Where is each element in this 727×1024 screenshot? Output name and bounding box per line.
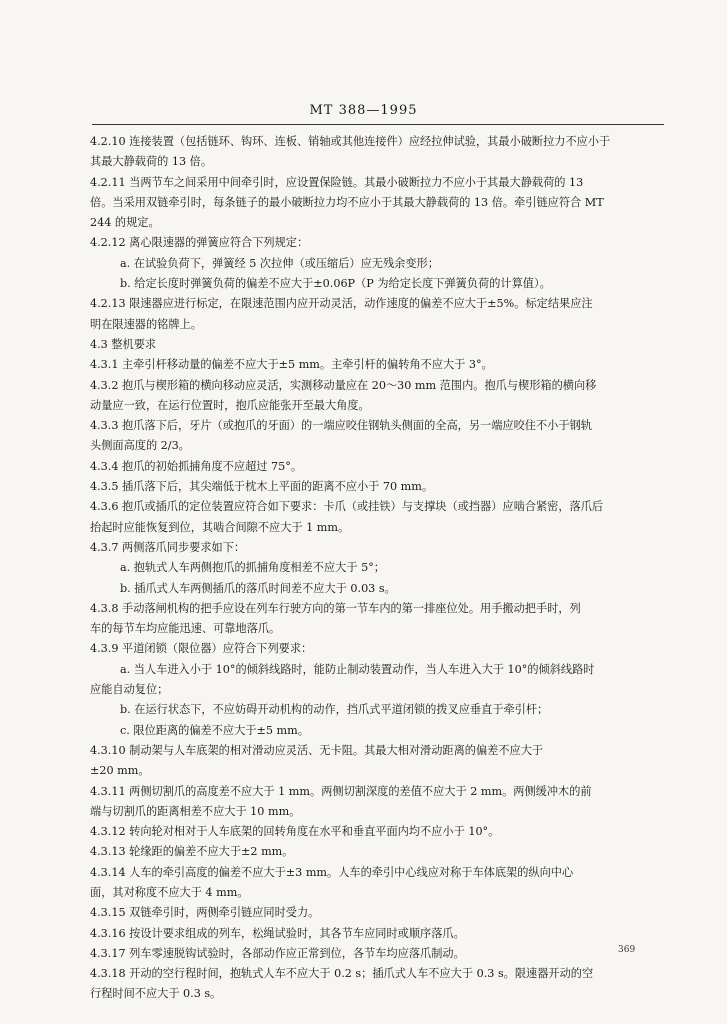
text-line: 4.3.12 转向轮对相对于人车底架的回转角度在水平和垂直平面内均不应小于 10°。: [90, 825, 500, 839]
text-line: c. 限位距离的偏差不应大于±5 mm。: [120, 723, 309, 737]
text-line: 4.3.8 手动落闸机构的把手应设在列车行驶方向的第一节车内的第一排座位处。用手搬动把手时，列: [90, 601, 581, 615]
text-line: 其最大静载荷的 13 倍。: [90, 155, 213, 169]
text-line: 4.2.11 当两节车之间采用中间牵引时，应设置保险链。其最小破断拉力不应小于其最大静载荷的 13: [90, 175, 584, 189]
page-header: MT 388—1995: [309, 103, 418, 118]
text-line: 4.3.11 两侧切割爪的高度差不应大于 1 mm。两侧切割深度的差值不应大于 2 mm。两侧缓冲木的前: [90, 784, 592, 798]
text-line: 4.3.5 插爪落下后，其尖端低于枕木上平面的距离不应小于 70 mm。: [90, 480, 434, 494]
text-line: 应能自动复位；: [90, 683, 169, 697]
text-line: 4.3.14 人车的牵引高度的偏差不应大于±3 mm。人车的牵引中心线应对称于车体底架的纵向中心: [90, 865, 574, 879]
text-line: 4.2.13 限速器应进行标定，在限速范围内应开动灵活，动作速度的偏差不应大于±5%。标定结果应注: [90, 297, 593, 311]
text-line: 4.3.6 抱爪或插爪的定位装置应符合如下要求：卡爪（或挂铁）与支撑块（或挡器）应啮合紧密，落爪后: [90, 500, 604, 514]
text-line: 4.3.2 抱爪与楔形箱的横向移动应灵活，实测移动量应在 20～30 mm 范围内。抱爪与楔形箱的横向移: [90, 378, 597, 392]
text-line: 4.3.9 平道闭锁（限位器）应符合下列要求：: [90, 642, 313, 656]
text-line: 244 的规定。: [90, 216, 160, 230]
page-number: 369: [618, 945, 636, 955]
text-line: ±20 mm。: [90, 764, 150, 778]
text-line: 4.2.10 连接装置（包括链环、钩环、连板、销轴或其他连接件）应经拉伸试验，其最小破断拉力不应小于: [90, 135, 611, 148]
text-line: 4.3.10 制动架与人车底架的相对滑动应灵活、无卡阻。其最大相对滑动距离的偏差不应大于: [90, 743, 544, 757]
text-line: 4.2.12 离心限速器的弹簧应符合下列规定：: [90, 236, 309, 250]
text-line: 4.3.1 主牵引杆移动量的偏差不应大于±5 mm。主牵引杆的偏转角不应大于 3°。: [90, 358, 493, 372]
text-line: b. 插爪式人车两侧插爪的落爪时间差不应大于 0.03 s。: [120, 581, 396, 595]
text-line: 行程时间不应大于 0.3 s。: [90, 987, 222, 1001]
text-line: 4.3.4 抱爪的初始抓捕角度不应超过 75°。: [90, 459, 303, 473]
text-line: 面，其对称度不应大于 4 mm。: [90, 885, 249, 899]
text-line: a. 抱轨式人车两侧抱爪的抓捕角度相差不应大于 5°；: [120, 561, 385, 575]
text-line: 4.3.16 按设计要求组成的列车，松绳试验时，其各节车应同时或顺序落爪。: [90, 926, 465, 940]
text-line: 4.3.15 双链牵引时，两侧牵引链应同时受力。: [90, 906, 320, 920]
text-line: 端与切割爪的距离相差不应大于 10 mm。: [90, 804, 301, 818]
text-line: 车的每节车均应能迅速、可靠地落爪。: [90, 622, 281, 636]
text-line: a. 在试验负荷下，弹簧经 5 次拉伸（或压缩后）应无残余变形；: [120, 256, 439, 270]
text-line: 4.3.13 轮缘距的偏差不应大于±2 mm。: [90, 845, 294, 859]
text-line: 4.3.17 列车零速脱钩试验时，各部动作应正常到位，各节车均应落爪制动。: [90, 946, 465, 960]
header-rule: [92, 124, 664, 125]
text-line: 倍。当采用双链牵引时，每条链子的最小破断拉力均不应小于其最大静载荷的 13 倍。牵引链应符合 MT: [90, 195, 604, 209]
text-line: b. 在运行状态下，不应妨碍开动机构的动作，挡爪式平道闭锁的拨叉应垂直于牵引杆；: [120, 703, 549, 717]
text-line: 动量应一致，在运行位置时，抱爪应能张开至最大角度。: [90, 398, 370, 412]
text-line: 4.3.7 两侧落爪同步要求如下：: [90, 540, 246, 554]
text-line: 4.3 整机要求: [90, 337, 157, 351]
text-line: a. 当人车进入小于 10°的倾斜线路时，能防止制动装置动作，当人车进入大于 10°的倾斜线路时: [120, 662, 595, 676]
text-line: 4.3.3 抱爪落下后，牙片（或抱爪的牙面）的一端应咬住钢轨头侧面的全高，另一端应咬住不小于钢轨: [90, 419, 592, 433]
text-line: 抬起时应能恢复到位，其啮合间隙不应大于 1 mm。: [90, 520, 350, 534]
text-line: 4.3.18 开动的空行程时间，抱轨式人车不应大于 0.2 s；插爪式人车不应大于 0.3 s。限速器开动的空: [90, 967, 594, 981]
document-body: [90, 132, 666, 1005]
text-line: 明在限速器的铭牌上。: [90, 317, 202, 331]
text-line: b. 给定长度时弹簧负荷的偏差不应大于±0.06P（P 为给定长度下弹簧负荷的计算值）。: [120, 277, 551, 291]
text-line: 头侧面高度的 2/3。: [90, 439, 190, 453]
